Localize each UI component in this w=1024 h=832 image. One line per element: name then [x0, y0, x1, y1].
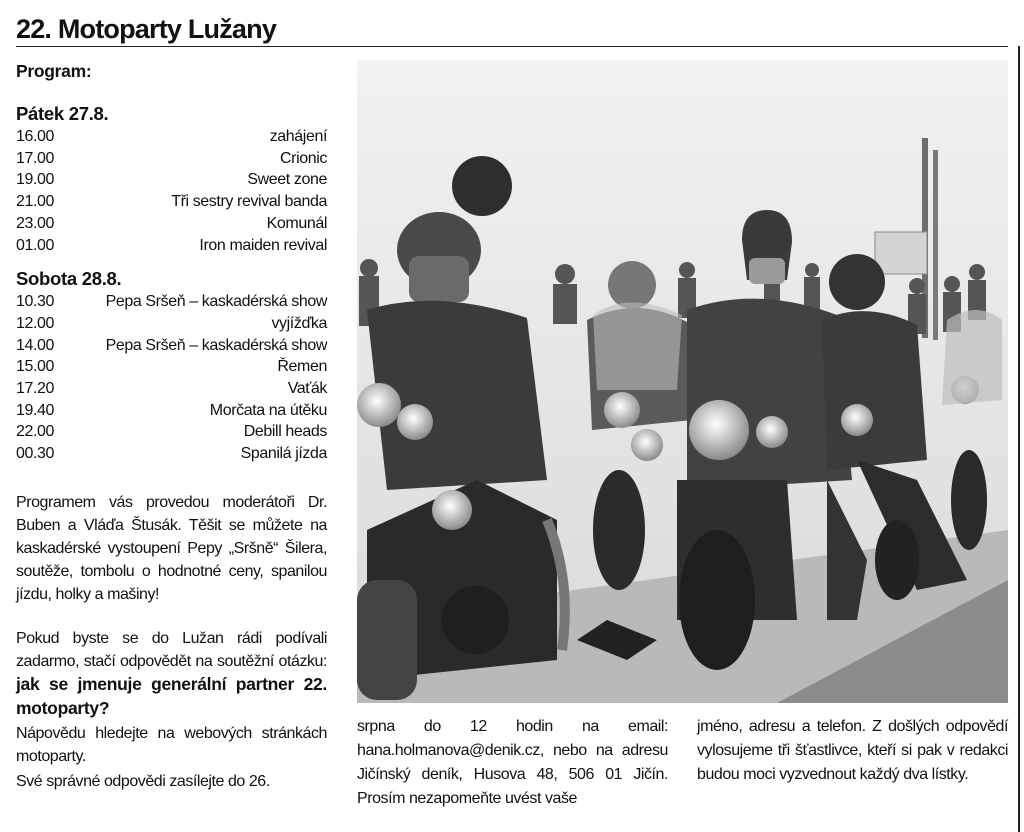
- schedule-row: [16, 126, 327, 148]
- contest-paragraph: [16, 627, 327, 721]
- instructions-part1: Své správné odpovědi zasílejte do 26.: [16, 772, 270, 790]
- schedule-act: Pepa Sršeň – kaskadérská show: [105, 293, 327, 311]
- motorcycle-riders-photo: [357, 60, 1008, 703]
- schedule-time: 16.00: [16, 128, 55, 145]
- schedule-act: Iron maiden revival: [199, 236, 327, 254]
- schedule-row: [16, 291, 327, 313]
- schedule-act: Sweet zone: [247, 171, 327, 189]
- title-rule: [16, 46, 1008, 47]
- schedule-row: [16, 213, 327, 235]
- schedule-row: [16, 335, 327, 357]
- schedule-act: Crionic: [280, 149, 327, 167]
- hint-paragraph: Nápovědu hledejte na webových stránkách motoparty.: [16, 724, 327, 765]
- page-edge-rule: [1018, 46, 1020, 832]
- schedule-act: Morčata na útěku: [209, 401, 327, 419]
- contest-lead: Pokud byste se do Lužan rádi podívali zadarmo, stačí odpovědět na soutěžní otázku:: [16, 629, 327, 670]
- article-title: 22. Motoparty Lužany: [16, 14, 277, 44]
- program-column: [16, 60, 327, 793]
- schedule-row: [16, 421, 327, 443]
- schedule-friday: [16, 126, 327, 256]
- schedule-act: Vaťák: [287, 380, 327, 398]
- instructions-part2: srpna do 12 hodin na email: hana.holmanova@denik.cz, nebo na adresu Jičínský deník, Husova 48, 506 01 Jičín. Prosím nezapomeňte uvést vaše: [357, 718, 668, 807]
- schedule-act: zahájení: [269, 128, 327, 145]
- schedule-time: 10.30: [16, 293, 55, 311]
- schedule-time: 17.20: [16, 380, 55, 398]
- schedule-time: 22.00: [16, 423, 55, 441]
- schedule-time: 23.00: [16, 214, 55, 232]
- schedule-act: Řemen: [277, 358, 327, 376]
- bottom-column-middle: [357, 715, 668, 811]
- schedule-act: Tři sestry revival banda: [171, 193, 327, 211]
- bottom-column-right: [697, 715, 1008, 787]
- schedule-row: [16, 443, 327, 465]
- schedule-time: 15.00: [16, 358, 55, 376]
- schedule-time: 14.00: [16, 336, 55, 354]
- schedule-act: Spanilá jízda: [240, 445, 327, 463]
- schedule-saturday: [16, 291, 327, 465]
- schedule-time: 01.00: [16, 236, 55, 254]
- schedule-time: 00.30: [16, 445, 55, 463]
- schedule-row: [16, 356, 327, 378]
- schedule-time: 19.40: [16, 401, 55, 419]
- schedule-act: Pepa Sršeň – kaskadérská show: [105, 336, 327, 354]
- schedule-row: [16, 313, 327, 335]
- schedule-time: 12.00: [16, 314, 55, 332]
- schedule-time: 17.00: [16, 149, 55, 167]
- day-title-saturday: Sobota 28.8.: [16, 268, 122, 290]
- schedule-act: vyjížďka: [271, 314, 327, 332]
- schedule-row: [16, 378, 327, 400]
- schedule-row: [16, 235, 327, 257]
- schedule-act: Debill heads: [243, 423, 327, 441]
- instructions-part3: jméno, adresu a telefon. Z došlých odpovědí vylosujeme tři šťastlivce, kteří si pak v redakci budou moci vyzvednout každý dva lístky.: [697, 718, 1008, 783]
- schedule-time: 21.00: [16, 193, 55, 211]
- schedule-time: 19.00: [16, 171, 55, 189]
- contest-question: jak se jmenuje generální partner 22. motoparty?: [16, 673, 327, 718]
- schedule-row: [16, 148, 327, 170]
- schedule-row: [16, 400, 327, 422]
- day-title-friday: Pátek 27.8.: [16, 103, 109, 124]
- schedule-act: Komunál: [266, 214, 327, 232]
- program-label: Program:: [16, 61, 92, 81]
- schedule-row: [16, 169, 327, 191]
- intro-paragraph: Programem vás provedou moderátoři Dr. Buben a Vláďa Štusák. Těšit se můžete na kaskadérské vystoupení Pepy „Sršně“ Šilera, soutěže, tombolu o hodnotné ceny, spanilou jízdu, holky a mašiny!: [16, 493, 327, 603]
- schedule-row: [16, 191, 327, 213]
